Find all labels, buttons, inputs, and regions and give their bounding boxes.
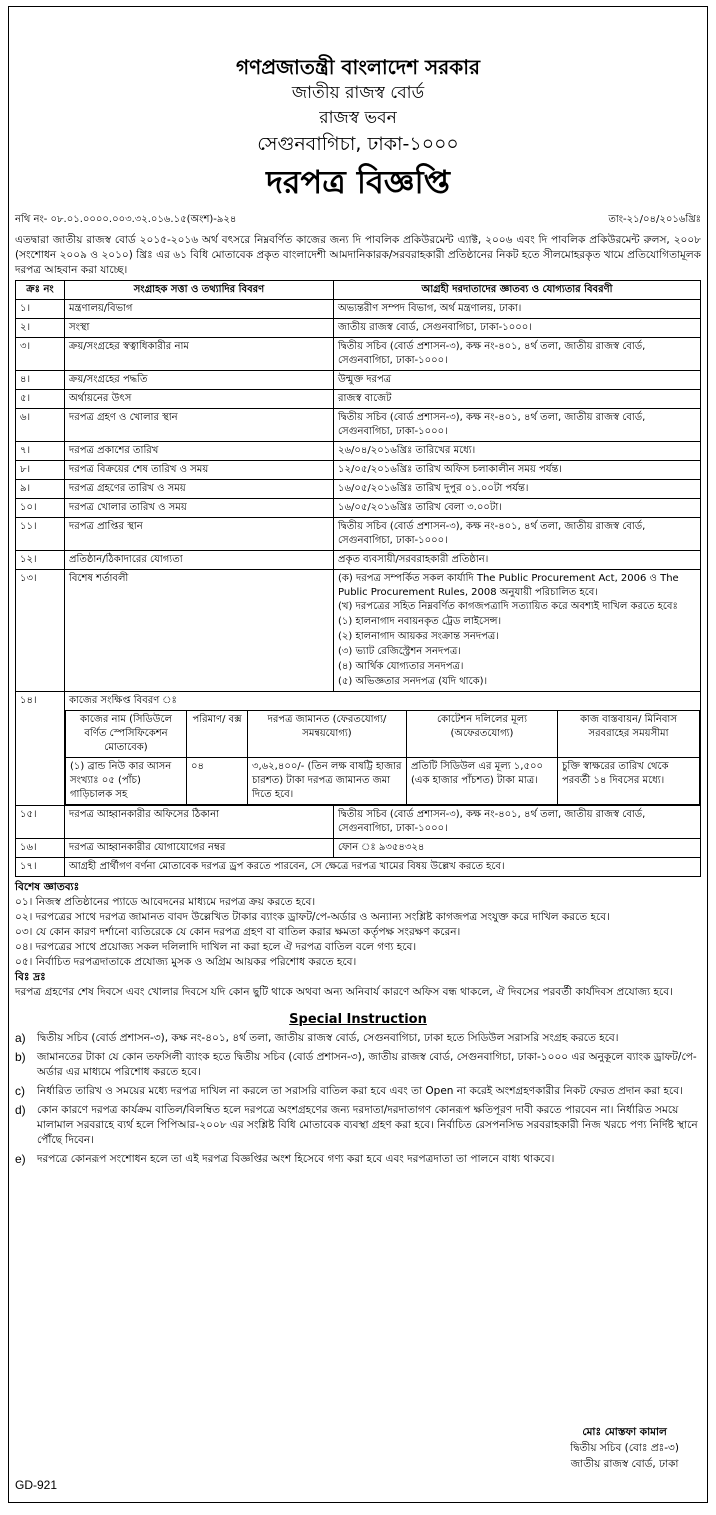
work-deadline: চুক্তি স্বাক্ষরের তারিখ থেকে পরবর্তী ১৪ দিবসের মধ্যে। <box>558 758 700 805</box>
note-item: ০২। দরপত্রের সাথে দরপত্র জামানত বাবদ উল্লেখিত টাকার ব্যাংক ড্রাফট/পে-অর্ডার ও অন্যান্য সংশ্লিষ্ট কাগজপত্র সংযুক্ত করে দাখিল করতে হবে। <box>15 911 610 923</box>
work-quantity: ০৪ <box>187 758 248 805</box>
condition-a: (ক) দরপত্র সম্পর্কিত সকল কার্যাদি The Public Procurement Act, 2006 ও The Public Procurement Rules, 2008 অনুযায়ী পরিচালিত হবে। <box>338 573 679 598</box>
row-label: প্রতিষ্ঠান/ঠিকাদারের যোগ্যতা <box>65 551 334 570</box>
table-header <box>16 281 701 300</box>
special-notes <box>15 880 701 1000</box>
work-summary-table <box>65 710 700 805</box>
table-row <box>16 461 701 480</box>
instruction-label: d) <box>15 1103 26 1117</box>
notes-title: বিশেষ জ্ঞাতব্যঃ <box>15 881 80 893</box>
special-instruction-item <box>15 1103 701 1148</box>
row-value: ১৬/০৫/২০১৬খ্রিঃ তারিখ বেলা ৩.০০টা। <box>334 499 701 518</box>
work-col-name: কাজের নাম (সিডিউলে বর্ণিত স্পেসিফিকেশন মোতাবেক) <box>66 711 187 758</box>
row-label: দরপত্র বিক্রয়ের শেষ তারিখ ও সময় <box>65 461 334 480</box>
special-instruction-list <box>15 1031 701 1167</box>
instruction-text: দরপত্রে কোনরূপ সংশোধন হলে তা এই দরপত্র বিজ্ঞপ্তির অংশ হিসেবে গণ্য করা হবে এবং দরপত্রদাতা তা পালনে বাধ্য থাকবে। <box>37 1153 555 1165</box>
row-value: প্রকৃত ব্যবসায়ী/সরবরাহকারী প্রতিষ্ঠান। <box>334 551 701 570</box>
row-label: অর্থায়নের উৎস <box>65 390 334 409</box>
row-number: ১২। <box>16 551 65 570</box>
footer-code: GD-921 <box>15 1478 58 1492</box>
note-item: ০১। নিজস্ব প্রতিষ্ঠানের প্যাডে আবেদনের মাধ্যমে দরপত্র ক্রয় করতে হবে। <box>15 896 316 908</box>
work-col-price: কোটেশন দলিলের মূল্য (অফেরতযোগ্য) <box>407 711 558 758</box>
row-number: ১৫। <box>16 806 65 839</box>
row-number: ১১। <box>16 518 65 551</box>
row-number: ৩। <box>16 338 65 371</box>
work-summary-row <box>16 710 701 806</box>
table-row <box>16 499 701 518</box>
col-details: আগ্রহী দরদাতাদের জ্ঞাতব্য ও যোগ্যতার বিবরণী <box>334 281 701 300</box>
table-row <box>16 806 701 839</box>
row-label: দরপত্র প্রাপ্তির স্থান <box>65 518 334 551</box>
table-row <box>16 300 701 319</box>
row-value: ২৬/০৪/২০১৬খ্রিঃ তারিখের মধ্যে। <box>334 442 701 461</box>
row-value: অভ্যন্তরীণ সম্পদ বিভাগ, অর্থ মন্ত্রণালয়, ঢাকা। <box>334 300 701 319</box>
row-label: দরপত্র প্রকাশের তারিখ <box>65 442 334 461</box>
document-item: (৫) অভিজ্ঞতার সনদপত্র (যদি থাকে)। <box>338 676 488 687</box>
required-documents <box>338 614 696 689</box>
instruction-text: দ্বিতীয় সচিব (বোর্ড প্রশাসন-৩), কক্ষ নং-৪০১, ৪র্থ তলা, জাতীয় রাজস্ব বোর্ড, সেগুনবাগিচা, ঢাকা হতে সিডিউল সরাসরি সংগ্রহ করতে হবে। <box>37 1032 619 1044</box>
govt-name: গণপ্রজাতন্ত্রী বাংলাদেশ সরকার <box>236 55 480 79</box>
signatory-designation: দ্বিতীয় সচিব (বোঃ প্রঃ-৩) <box>570 1442 679 1454</box>
instruction-label: c) <box>15 1084 25 1098</box>
condition-b: (খ) দরপত্রের সহিত নিম্নবর্ণিত কাগজপত্রাদি সত্যায়িত করে অবশ্যই দাখিল করতে হবেঃ <box>338 601 678 612</box>
table-row <box>16 551 701 570</box>
ref-date: তাং-২১/০৪/২০১৬খ্রিঃ <box>608 214 701 225</box>
table-row <box>16 442 701 461</box>
special-instruction-item <box>15 1084 701 1099</box>
row-number: ৮। <box>16 461 65 480</box>
row-number: ১৩। <box>16 570 65 692</box>
row-value: রাজস্ব বাজেট <box>334 390 701 409</box>
row-value: উন্মুক্ত দরপত্র <box>334 371 701 390</box>
tender-notice-page <box>8 6 708 1503</box>
table-row <box>16 338 701 371</box>
row-label: ক্রয়/সংগ্রহের পদ্ধতি <box>65 371 334 390</box>
row-number: ৯। <box>16 480 65 499</box>
row-value: দ্বিতীয় সচিব (বোর্ড প্রশাসন-৩), কক্ষ নং-৪০১, ৪র্থ তলা, জাতীয় রাজস্ব বোর্ড, সেগুনবাগিচা, ঢাকা-১০০০। <box>334 806 701 839</box>
row-value: ১২/০৫/২০১৬খ্রিঃ তারিখ অফিস চলাকালীন সময় পর্যন্ত। <box>334 461 701 480</box>
instruction-text: জামানতের টাকা যে কোন তফসিলী ব্যাংক হতে দ্বিতীয় সচিব (বোর্ড প্রশাসন-৩), জাতীয় রাজস্ব বোর্ড, সেগুনবাগিচা, ঢাকা-১০০০ এর অনুকূলে ব্যাংক ড্রাফট/পে-অর্ডার এর মাধ্যমে পরিশোধ করতে হবে। <box>37 1051 697 1078</box>
work-summary-header <box>66 711 700 758</box>
nb-text: দরপত্র গ্রহণের শেষ দিবসে এবং খোলার দিবসে যদি কোন ছুটি থাকে অথবা অন্য অনিবার্য কারণে অফিস বন্ধ থাকলে, ঐ দিবসের পরবর্তী কার্যদিবস প্রযোজ্য হবে। <box>15 986 673 998</box>
address: সেগুনবাগিচা, ঢাকা-১০০০ <box>257 133 459 155</box>
table-row <box>16 390 701 409</box>
row-value: দ্বিতীয় সচিব (বোর্ড প্রশাসন-৩), কক্ষ নং-৪০১, ৪র্থ তলা, জাতীয় রাজস্ব বোর্ড, সেগুনবাগিচা, ঢাকা-১০০০। <box>334 518 701 551</box>
row-label: বিশেষ শর্তাবলী <box>65 570 334 692</box>
row-value: দ্বিতীয় সচিব (বোর্ড প্রশাসন-৩), কক্ষ নং-৪০১, ৪র্থ তলা, জাতীয় রাজস্ব বোর্ড, সেগুনবাগিচা, ঢাকা-১০০০। <box>334 338 701 371</box>
instruction-text: নির্ধারিত তারিখ ও সময়ের মধ্যে দরপত্র দাখিল না করলে তা সরাসরি বাতিল করা হবে এবং তা Open না করেই অংশগ্রহণকারীর নিকট ফেরত প্রদান করা হবে। <box>37 1085 683 1097</box>
row-label: ক্রয়/সংগ্রহের স্বত্বাধিকারীর নাম <box>65 338 334 371</box>
col-description: সংগ্রাহক সত্তা ও তথ্যাদির বিবরণ <box>65 281 334 300</box>
row-label: দরপত্র আহ্বানকারীর অফিসের ঠিকানা <box>65 806 334 839</box>
document-item: (২) হালনাগাদ আয়কর সংক্রান্ত সনদপত্র। <box>338 631 499 642</box>
table-row <box>16 480 701 499</box>
row-number: ৬। <box>16 409 65 442</box>
row-label: সংস্থা <box>65 319 334 338</box>
row-value: ফোন ঃ ৯৩৫৪৩২৪ <box>334 839 701 858</box>
signature-block <box>570 1424 679 1472</box>
row-label: কাজের সংক্ষিপ্ত বিবরণ ঃ <box>65 692 701 711</box>
notes-list <box>15 895 701 970</box>
row-value: ১৬/০৫/২০১৬খ্রিঃ তারিখ দুপুর ০১.০০টা পর্যন্ত। <box>334 480 701 499</box>
col-serial: ক্রঃ নং <box>16 281 65 300</box>
row-number: ২। <box>16 319 65 338</box>
note-item: ০৩। যে কোন কারণ দর্শানো ব্যতিরেকে যে কোন দরপত্র গ্রহণ বা বাতিল করার ক্ষমতা কর্তৃপক্ষ সংরক্ষণ করেন। <box>15 926 461 938</box>
work-security: ৩,৬২,৪০০/- (তিন লক্ষ বাষট্টি হাজার চারশত) টাকা দরপত্র জামানত জমা দিতে হবে। <box>248 758 407 805</box>
table-row <box>16 858 701 877</box>
board-name: জাতীয় রাজস্ব বোর্ড <box>291 83 425 103</box>
tender-details-table <box>15 280 701 877</box>
row-number: ১৪। <box>16 692 65 711</box>
building-name: রাজস্ব ভবন <box>319 108 397 128</box>
table-row <box>16 692 701 711</box>
document-item: (৩) ভ্যাট রেজিস্ট্রেশন সনদপত্র। <box>338 646 461 657</box>
table-row <box>16 319 701 338</box>
header <box>15 53 701 204</box>
row-number: ১৭। <box>16 858 65 877</box>
row-label: মন্ত্রণালয়/বিভাগ <box>65 300 334 319</box>
signatory-name: মোঃ মোস্তফা কামাল <box>582 1426 667 1438</box>
note-item: ০৪। দরপত্রের সাথে প্রয়োজ্য সকল দলিলাদি দাখিল না করা হলে ঐ দরপত্র বাতিল বলে গণ্য হবে। <box>15 941 417 953</box>
row-label: দরপত্র আহ্বানকারীর যোগাযোগের নম্বর <box>65 839 334 858</box>
special-instruction-item <box>15 1050 701 1080</box>
table-row <box>16 371 701 390</box>
row-value: দ্বিতীয় সচিব (বোর্ড প্রশাসন-৩), কক্ষ নং-৪০১, ৪র্থ তলা, জাতীয় রাজস্ব বোর্ড, সেগুনবাগিচা, ঢাকা-১০০০। <box>334 409 701 442</box>
special-instruction-title: Special Instruction <box>289 1012 427 1027</box>
work-col-security: দরপত্র জামানত (ফেরতযোগ্য/সমন্বয়যোগ্য) <box>248 711 407 758</box>
notice-title: দরপত্র বিজ্ঞপ্তি <box>266 163 450 201</box>
work-col-quantity: পরিমাণ/ বক্স <box>187 711 248 758</box>
document-item: (১) হালনাগাদ নবায়নকৃত ট্রেড লাইসেন্স। <box>338 616 502 627</box>
work-col-deadline: কাজ বাস্তবায়ন/ মিনিবাস সরবরাহের সময়সীমা <box>558 711 700 758</box>
row-label: দরপত্র গ্রহণ ও খোলার স্থান <box>65 409 334 442</box>
row-value: জাতীয় রাজস্ব বোর্ড, সেগুনবাগিচা, ঢাকা-১০০০। <box>334 319 701 338</box>
row-label: দরপত্র গ্রহণের তারিখ ও সময় <box>65 480 334 499</box>
work-price: প্রতিটি সিডিউল এর মূল্য ১,৫০০ (এক হাজার পাঁচশত) টাকা মাত্র। <box>407 758 558 805</box>
nb-title: বিঃ দ্রঃ <box>15 971 46 983</box>
reference-line <box>15 212 701 229</box>
work-summary-data <box>66 758 700 805</box>
table-row <box>16 570 701 692</box>
row-number: ৫। <box>16 390 65 409</box>
ref-number: নথি নং- ০৮.০১.০০০০.০০৩.৩২.০১৬.১৫(অংশ)-৯২৪ <box>15 214 237 225</box>
note-item: ০৫। নির্বাচিত দরপত্রদাতাকে প্রযোজ্য মুসক ও অগ্রিম আয়কর পরিশোধ করতে হবে। <box>15 956 357 968</box>
work-name: (১) ব্রান্ড নিউ কার আসন সংখ্যাঃ ০৫ (পাঁচ) গাড়িচালক সহ <box>66 758 187 805</box>
special-instruction-item <box>15 1152 701 1167</box>
row-number: ১৬। <box>16 839 65 858</box>
table-row <box>16 409 701 442</box>
document-item: (৪) আর্থিক যোগ্যতার সনদপত্র। <box>338 661 464 672</box>
instruction-label: a) <box>15 1031 26 1045</box>
table-row <box>16 839 701 858</box>
row-number: ১০। <box>16 499 65 518</box>
row-number: ৪। <box>16 371 65 390</box>
row-number: ১। <box>16 300 65 319</box>
intro-paragraph: এতদ্বারা জাতীয় রাজস্ব বোর্ড ২০১৫-২০১৬ অর্থ বৎসরে নিম্নবর্ণিত কাজের জন্য দি পাবলিক প্রকিউরমেন্ট এ্যাক্ট, ২০০৬ এবং দি পাবলিক প্রকিউরমেন্ট রুলস, ২০০৮ (সংশোধন ২০০৯ ও ২০১০) খ্রিঃ এর ৬১ বিধি মোতাবেক প্রকৃত বাংলাদেশী আমদানিকারক/সরবরাহকারী প্রতিষ্ঠানের নিকট হতে সীলমোহরকৃত খামে প্রতিযোগিতামূলক দরপত্র আহবান করা যাচ্ছে। <box>15 234 701 276</box>
instruction-text: কোন কারণে দরপত্র কার্যক্রম বাতিল/বিলম্বিত হলে দরপত্রে অংশগ্রহণের জন্য দরদাতা/দরদাতাগণ কোনরূপ ক্ষতিপূরণ দাবী করতে পারবেন না। নির্ধারিত সময়ে মালামাল সরবরাহে ব্যর্থ হলে পিপিআর-২০০৮ এর সংশ্লিষ্ট বিধি মোতাবেক ব্যবস্থা গ্রহণ করা হবে। নির্বাচিত রেসপনসিভ সরবরাহকারী নিজ খরচে পণ্য নির্দিষ্ট স্থানে পৌঁছে দিবেন। <box>37 1104 698 1146</box>
signatory-office: জাতীয় রাজস্ব বোর্ড, ঢাকা <box>570 1458 679 1470</box>
instruction-label: b) <box>15 1050 26 1064</box>
table-row <box>16 518 701 551</box>
row-label: দরপত্র খোলার তারিখ ও সময় <box>65 499 334 518</box>
row-text: আগ্রহী প্রার্থীগণ বর্ণনা মোতাবেক দরপত্র ড্রপ করতে পারবেন, সে ক্ষেত্রে দরপত্র খামের বিষয় উল্লেখ করতে হবে। <box>65 858 701 877</box>
row-number: ৭। <box>16 442 65 461</box>
instruction-label: e) <box>15 1152 26 1166</box>
special-conditions <box>334 570 701 692</box>
special-instruction-item <box>15 1031 701 1046</box>
